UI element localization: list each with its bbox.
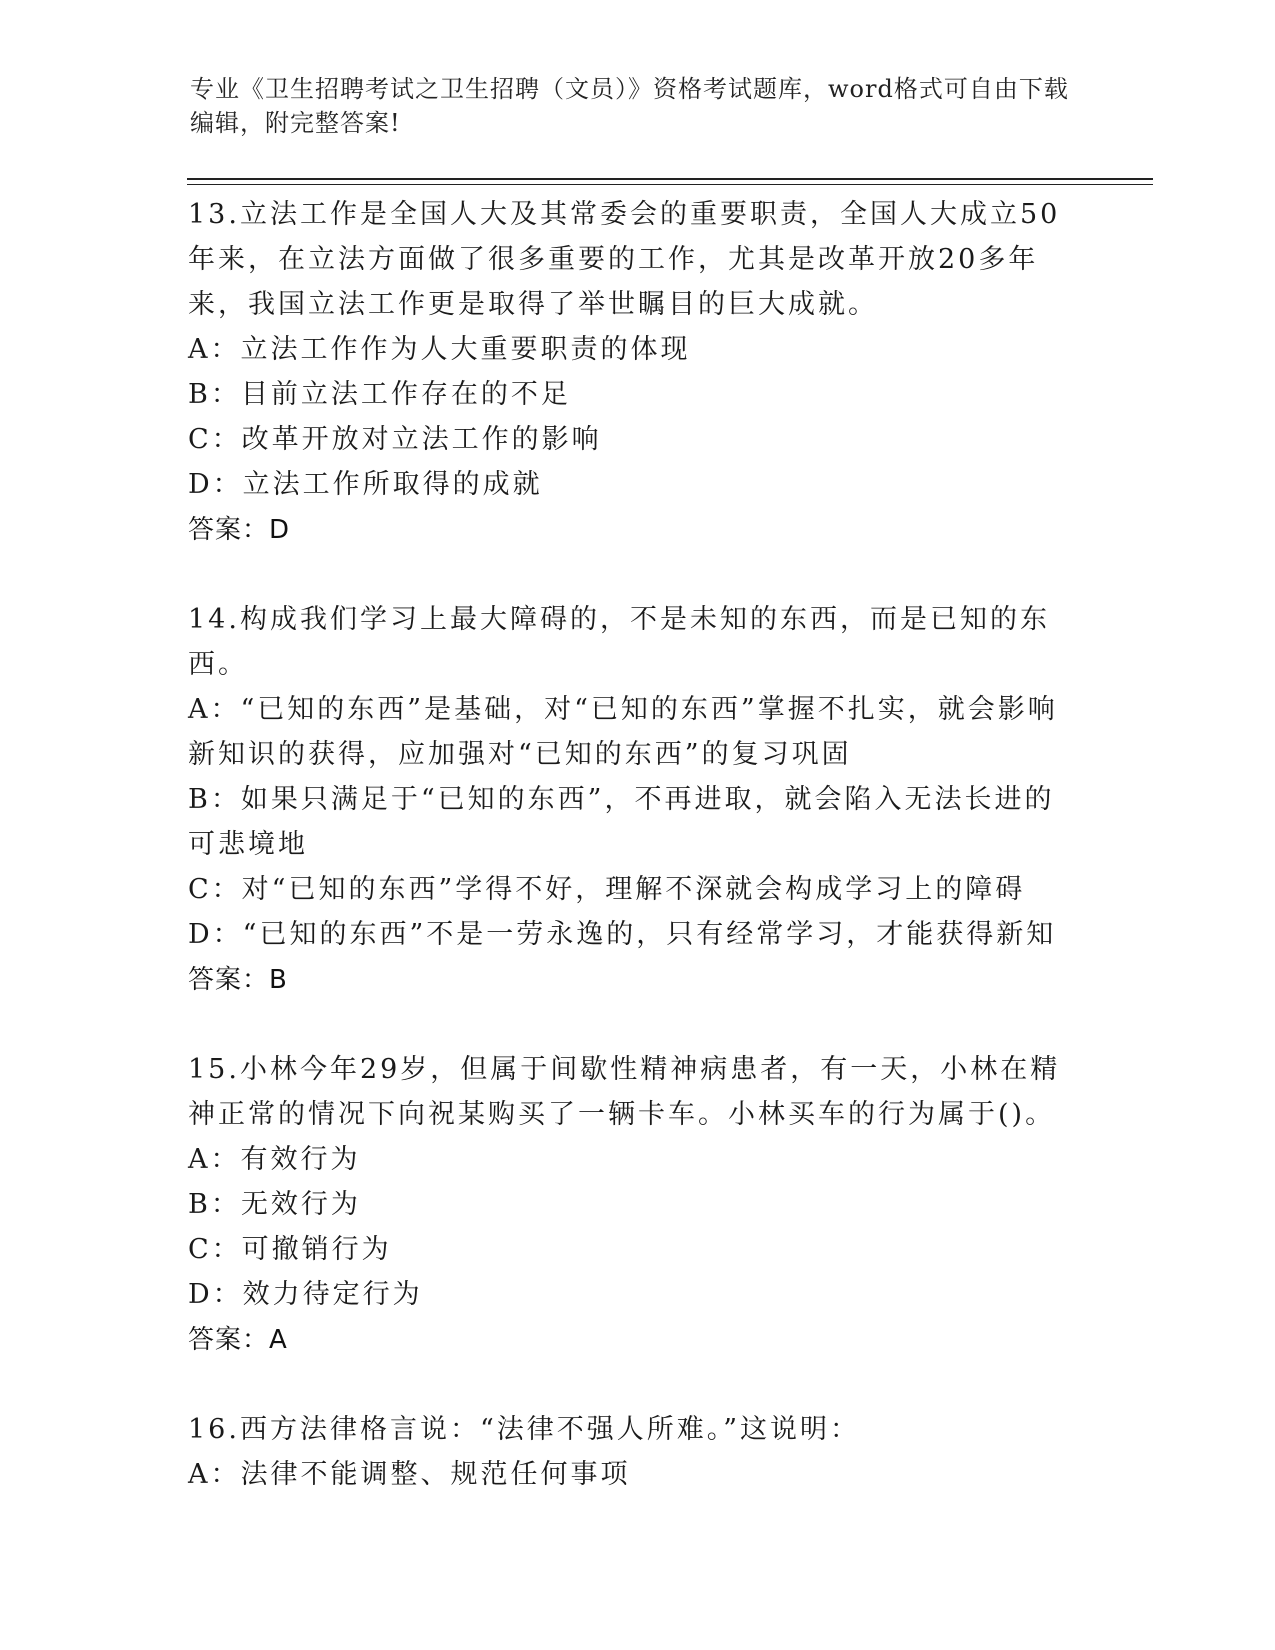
document-header: 专业《卫生招聘考试之卫生招聘（文员）》资格考试题库，word格式可自由下载编辑，附完整答案!: [190, 75, 1069, 137]
question-stem: 16.西方法律格言说：“法律不强人所难。”这说明：: [188, 1414, 861, 1445]
option-b: B：如果只满足于“已知的东西”，不再进取，就会陷入无法长进的可悲境地: [188, 784, 1055, 860]
option-a: A：法律不能调整、规范任何事项: [188, 1459, 631, 1490]
option-d: D：效力待定行为: [188, 1279, 423, 1310]
option-a: A：“已知的东西”是基础，对“已知的东西”掌握不扎实，就会影响新知识的获得，应加强对“已知的东西”的复习巩固: [188, 694, 1058, 770]
header-divider-thick: [187, 178, 1153, 180]
answer-label: 答案：D: [188, 515, 291, 545]
question-stem: 13.立法工作是全国人大及其常委会的重要职责，全国人大成立50年来，在立法方面做了很多重要的工作，尤其是改革开放20多年来，我国立法工作更是取得了举世瞩目的巨大成就。: [188, 199, 1061, 320]
question-14: [188, 597, 1078, 1003]
question-stem: 14.构成我们学习上最大障碍的，不是未知的东西，而是已知的东西。: [188, 604, 1050, 680]
option-a: A：有效行为: [188, 1144, 361, 1175]
question-stem: 15.小林今年29岁，但属于间歇性精神病患者，有一天，小林在精神正常的情况下向祝某购买了一辆卡车。小林买车的行为属于()。: [188, 1054, 1061, 1130]
answer-label: 答案：A: [188, 1325, 288, 1355]
header-divider-thin: [187, 184, 1153, 185]
option-d: D：“已知的东西”不是一劳永逸的，只有经常学习，才能获得新知: [188, 919, 1057, 950]
option-c: C：可撤销行为: [188, 1234, 392, 1265]
option-b: B：无效行为: [188, 1189, 361, 1220]
option-c: C：改革开放对立法工作的影响: [188, 424, 602, 455]
question-15: [188, 1047, 1078, 1363]
option-c: C：对“已知的东西”学得不好，理解不深就会构成学习上的障碍: [188, 874, 1026, 905]
question-16: [188, 1407, 1078, 1497]
option-b: B：目前立法工作存在的不足: [188, 379, 571, 410]
option-a: A：立法工作作为人大重要职责的体现: [188, 334, 691, 365]
answer-label: 答案：B: [188, 965, 288, 995]
question-13: [188, 192, 1078, 553]
option-d: D：立法工作所取得的成就: [188, 469, 543, 500]
question-list: [188, 192, 1078, 1541]
